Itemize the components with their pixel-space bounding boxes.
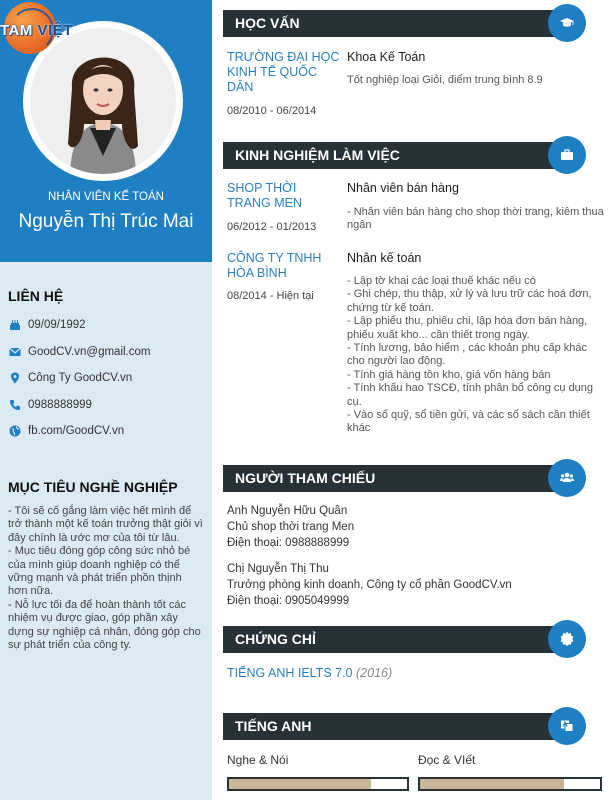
job-role: Nhân viên bán hàng <box>347 181 459 195</box>
certificate-item <box>227 666 392 680</box>
contact-phone-value[interactable]: 0988888999 <box>28 399 92 411</box>
contact-website-value[interactable]: fb.com/GoodCV.vn <box>28 425 125 437</box>
profile-header <box>0 0 212 262</box>
objective-line: - Tôi sẽ cố gắng làm việc hết mình để trở thành một kế toán trưởng thật giỏi vì đây chính là ước mơ của tôi từ lâu. <box>8 505 203 544</box>
person-name: Nguyễn Thị Trúc Mai <box>18 211 194 232</box>
job-description-line: - Tính lương, bảo hiểm , các khoản phụ cấp khác cho người lao động. <box>347 342 588 368</box>
certificate-year: (2016) <box>356 666 393 680</box>
contact-address-value: Công Ty GoodCV.vn <box>28 372 133 384</box>
map-marker-icon <box>8 371 22 385</box>
skill-label-speaking: Nghe & Nói <box>227 753 289 767</box>
job-description-line: - Ghi chép, thu thập, xử lý và lưu trữ các hoá đơn, chứng từ kế toán. <box>347 288 592 314</box>
reference-item <box>227 503 597 551</box>
references-section-title: NGƯỜI THAM CHIẾU <box>235 470 376 486</box>
objective-text <box>8 505 204 652</box>
language-icon <box>548 707 586 745</box>
job-description-line: - Lập tờ khai các loại thuế khác nếu có <box>347 275 536 287</box>
certificate-name: TIẾNG ANH IELTS 7.0 <box>227 666 353 680</box>
skill-fill-reading <box>420 779 564 789</box>
objective-line: - Nỗ lực tối đa để hoàn thành tốt các nhiệm vụ được giao, góp phần xây dựng sự nghiệp cá nhân, đóng góp cho sự phát triển của công ty. <box>8 598 201 652</box>
education-section-bar <box>223 10 578 37</box>
job-description <box>347 275 605 436</box>
job-role: Nhân kế toán <box>347 251 422 265</box>
briefcase-icon <box>548 136 586 174</box>
job-title: NHÂN VIÊN KẾ TOÁN <box>48 191 164 203</box>
globe-icon <box>8 424 22 438</box>
certificates-section-title: CHỨNG CHỈ <box>235 631 316 647</box>
education-major: Khoa Kế Toán <box>347 50 426 64</box>
certificates-section-bar <box>223 626 578 653</box>
job-description-line: - Lập phiếu thu, phiếu chi, lập hóa đơn bán hàng, phiếu xuất kho... cần thiết trong ngày. <box>347 315 588 341</box>
education-school: TRƯỜNG ĐẠI HỌC KINH TẾ QUỐC DÂN <box>227 50 340 94</box>
experience-section-title: KINH NGHIỆM LÀM VIỆC <box>235 147 400 163</box>
contact-birthday-value: 09/09/1992 <box>28 319 86 331</box>
reference-name: Anh Nguyễn Hữu Quân <box>227 505 348 517</box>
contact-website[interactable] <box>8 422 124 440</box>
job-description-line: - Vào sổ quỹ, sổ tiền gửi, và các sổ sách cần thiết khác <box>347 409 590 435</box>
reference-phone: Điện thoại: 0988888999 <box>227 537 350 549</box>
job-company: CÔNG TY TNHH HÒA BÌNH <box>227 251 322 280</box>
certificate-badge-icon <box>548 620 586 658</box>
brand-logo-text: TAM VIỆT <box>0 22 73 39</box>
education-detail: Tốt nghiệp loại Giỏi, điểm trung bình 8.9 <box>347 74 543 86</box>
job-description-line: - Tính khấu hao TSCĐ, tính phân bổ công cụ dụng cụ. <box>347 382 594 408</box>
objective-line: - Mục tiêu đóng góp công sức nhỏ bé của mình giúp doanh nghiệp có thể vững mạnh và phát triển phồn thịnh hơn nữa. <box>8 545 191 598</box>
contact-email[interactable] <box>8 343 150 361</box>
english-section-bar <box>223 713 578 740</box>
contact-birthday <box>8 316 86 334</box>
education-dates: 08/2010 - 06/2014 <box>227 105 317 117</box>
reference-name: Chị Nguyễn Thị Thu <box>227 563 329 575</box>
job-description-line: - Nhân viên bán hàng cho shop thời trang, kiêm thua ngân <box>347 206 604 232</box>
objective-section-title: MỤC TIÊU NGHỀ NGHIỆP <box>8 479 178 495</box>
reference-position: Chủ shop thời trang Men <box>227 521 355 533</box>
reference-phone: Điện thoại: 0905049999 <box>227 595 350 607</box>
envelope-icon <box>8 345 22 359</box>
references-section-bar <box>223 465 578 492</box>
reference-position: Trưởng phòng kinh doanh, Công ty cổ phần GoodCV.vn <box>227 579 512 591</box>
english-section-title: TIẾNG ANH <box>235 718 312 734</box>
skill-label-reading: Đọc & VIết <box>418 753 476 767</box>
job-description <box>347 206 605 233</box>
job-dates: 08/2014 - Hiện tại <box>227 290 314 302</box>
graduation-cap-icon <box>548 4 586 42</box>
birthday-cake-icon <box>8 318 22 332</box>
users-icon <box>548 459 586 497</box>
experience-section-bar <box>223 142 578 169</box>
brand-logo <box>0 0 76 60</box>
reference-item <box>227 561 597 609</box>
skill-bar-reading <box>418 777 602 791</box>
contact-address <box>8 369 132 387</box>
skill-bar-speaking <box>227 777 409 791</box>
contact-email-value[interactable]: GoodCV.vn@gmail.com <box>28 346 151 358</box>
phone-icon <box>8 398 22 412</box>
job-dates: 06/2012 - 01/2013 <box>227 221 317 233</box>
education-section-title: HỌC VẤN <box>235 15 300 31</box>
job-company: SHOP THỜI TRANG MEN <box>227 181 302 210</box>
job-description-line: - Tính giá hàng tồn kho, giá vốn hàng bán <box>347 368 551 381</box>
contact-section-title: LIÊN HỆ <box>8 288 64 304</box>
contact-phone[interactable] <box>8 396 92 414</box>
left-sidebar <box>0 0 212 800</box>
skill-fill-speaking <box>229 779 371 789</box>
